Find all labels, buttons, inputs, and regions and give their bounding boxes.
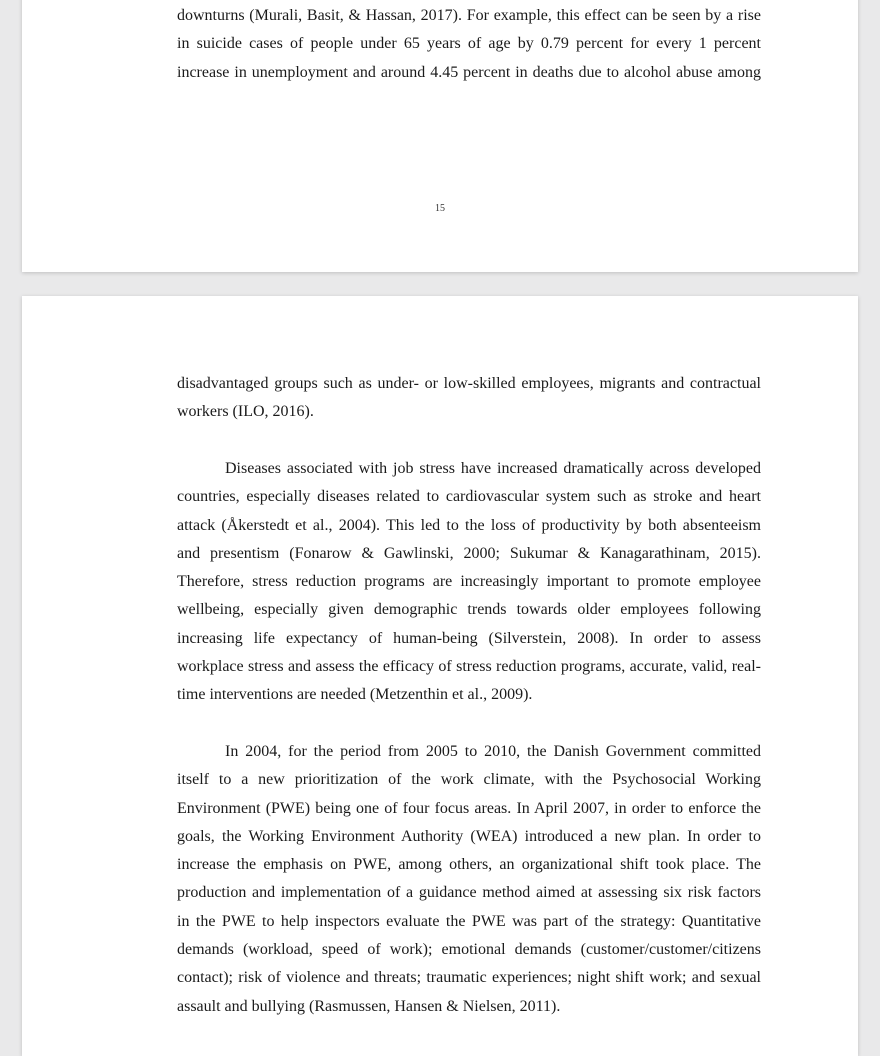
paragraph-continuation xyxy=(177,2,761,87)
text-line: In 2004, for the period from 2005 to 2010, the Danish Government committed xyxy=(225,743,761,760)
text-line: increase the emphasis on PWE, among others, an organizational shift took place. The xyxy=(177,856,761,874)
text-line: demands (workload, speed of work); emotional demands (customer/customer/citizens xyxy=(177,941,761,959)
text-line: workers (ILO, 2016). xyxy=(177,403,314,421)
text-line: disadvantaged groups such as under- or low-skilled employees, migrants and contractual xyxy=(177,375,761,392)
text-line: production and implementation of a guidance method aimed at assessing six risk factors xyxy=(177,884,761,902)
text-line: itself to a new prioritization of the work climate, with the Psychosocial Working xyxy=(177,771,761,789)
text-line: time interventions are needed (Metzenthin et al., 2009). xyxy=(177,686,533,704)
text-line: wellbeing, especially given demographic trends towards older employees following xyxy=(177,601,761,619)
paragraph-3 xyxy=(177,738,761,1021)
text-line: and presentism (Fonarow & Gawlinski, 2000; Sukumar & Kanagarathinam, 2015). xyxy=(177,544,761,562)
paragraph-1 xyxy=(177,370,761,427)
text-line: Diseases associated with job stress have increased dramatically across developed xyxy=(225,460,761,477)
document-page-top xyxy=(22,0,858,272)
text-line: goals, the Working Environment Authority (WEA) introduced a new plan. In order to xyxy=(177,827,761,845)
text-line: increasing life expectancy of human-being (Silverstein, 2008). In order to assess xyxy=(177,629,761,647)
text-line: Therefore, stress reduction programs are increasingly important to promote employee xyxy=(177,573,761,591)
page-number: 15 xyxy=(435,203,445,214)
document-page-bottom xyxy=(22,296,858,1056)
text-line: in suicide cases of people under 65 years of age by 0.79 percent for every 1 percent xyxy=(177,35,761,53)
text-line: in the PWE to help inspectors evaluate the PWE was part of the strategy: Quantitative xyxy=(177,912,761,930)
text-line: workplace stress and assess the efficacy of stress reduction programs, accurate, valid, real- xyxy=(177,658,761,676)
text-line: downturns (Murali, Basit, & Hassan, 2017). For example, this effect can be seen by a rise xyxy=(177,7,761,24)
text-line: increase in unemployment and around 4.45 percent in deaths due to alcohol abuse among xyxy=(177,63,761,81)
text-line: assault and bullying (Rasmussen, Hansen & Nielsen, 2011). xyxy=(177,997,561,1015)
text-line: contact); risk of violence and threats; traumatic experiences; night shift work; and sexual xyxy=(177,969,761,987)
text-line: attack (Åkerstedt et al., 2004). This led to the loss of productivity by both absenteeism xyxy=(177,516,761,534)
text-line: countries, especially diseases related to cardiovascular system such as stroke and heart xyxy=(177,488,761,506)
text-line: Environment (PWE) being one of four focus areas. In April 2007, in order to enforce the xyxy=(177,799,761,817)
paragraph-2 xyxy=(177,455,761,710)
